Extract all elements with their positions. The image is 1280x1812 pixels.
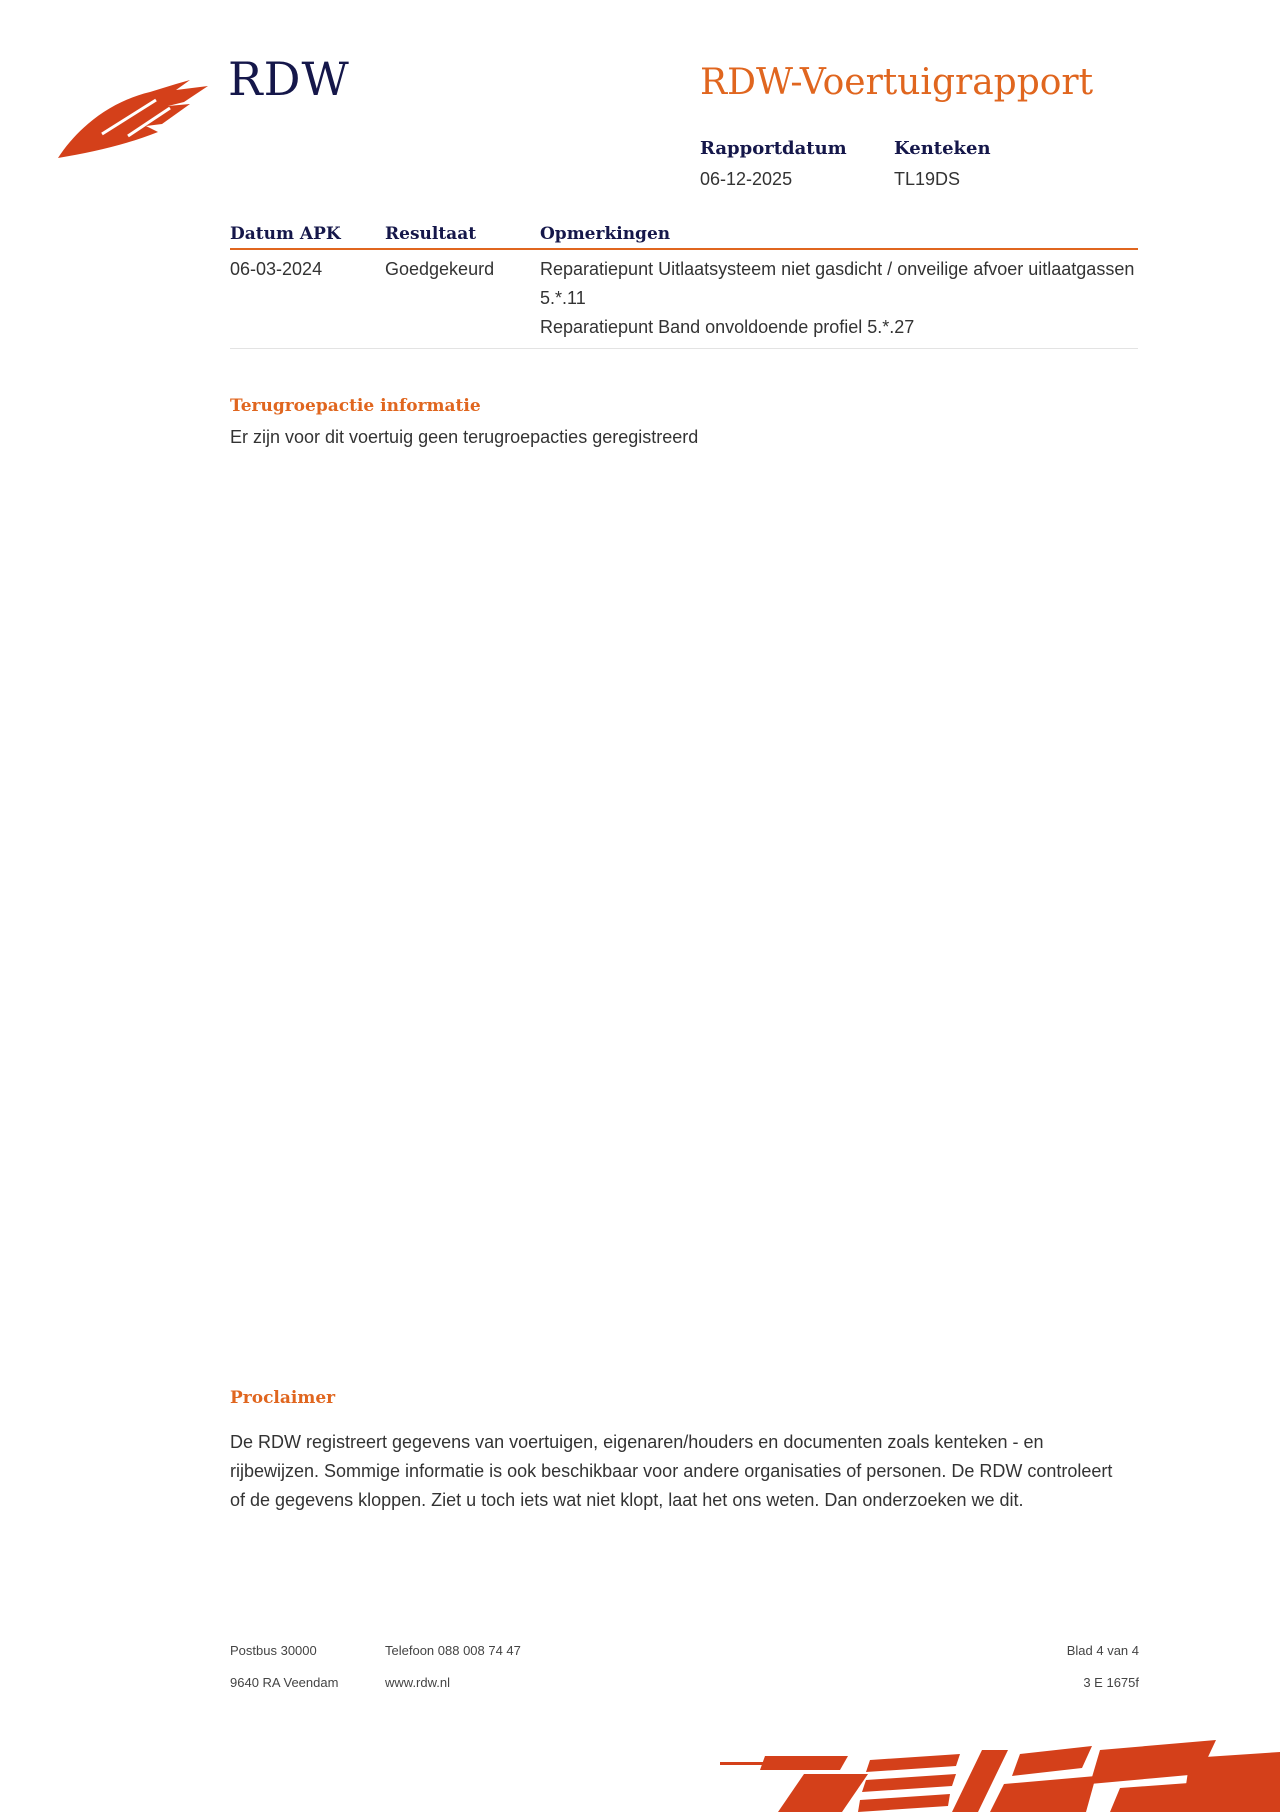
apk-result-cell: Goedgekeurd [385, 249, 540, 349]
recall-text: Er zijn voor dit voertuig geen terugroepacties geregistreerd [230, 427, 699, 447]
apk-remark: Reparatiepunt Uitlaatsysteem niet gasdicht / onveilige afvoer uitlaatgassen 5.*.11 [540, 259, 1135, 308]
apk-date-cell: 06-03-2024 [230, 249, 385, 349]
apk-result-header: Resultaat [385, 224, 540, 249]
license-plate-block [894, 138, 991, 190]
report-date-block [700, 138, 847, 190]
footer-website-link[interactable]: www.rdw.nl [385, 1675, 451, 1690]
proclaimer-heading: Proclaimer [230, 1388, 336, 1408]
license-plate-label: Kenteken [894, 138, 991, 159]
report-date-value: 06-12-2025 [700, 169, 793, 189]
table-row [230, 249, 1138, 349]
rdw-logo-icon [58, 80, 208, 162]
footer-city: 9640 RA Veendam [230, 1675, 339, 1690]
proclaimer-text: De RDW registreert gegevens van voertuigen, eigenaren/houders en documenten zoals kenteken - en rijbewijzen. Sommige informatie is ook beschikbaar voor andere organisaties of personen. De RDW controleert of de gegevens kloppen. Ziet u toch iets wat niet klopt, laat het ons weten. Dan onderzoeken we dit. [230, 1432, 1113, 1510]
apk-table-header-row [230, 224, 1138, 249]
apk-remark: Reparatiepunt Band onvoldoende profiel 5.*.27 [540, 317, 915, 337]
recall-heading: Terugroepactie informatie [230, 396, 481, 416]
license-plate-value: TL19DS [894, 169, 961, 189]
report-date-label: Rapportdatum [700, 138, 847, 159]
footer-postbus: Postbus 30000 [230, 1643, 317, 1658]
apk-remarks-header: Opmerkingen [540, 224, 1138, 249]
report-title: RDW-Voertuigrapport [700, 62, 1094, 103]
apk-table [230, 224, 1138, 349]
footer-page-number: Blad 4 van 4 [1066, 1643, 1139, 1658]
logo-text: RDW [228, 52, 350, 106]
footer-stripes-decoration [720, 1740, 1280, 1812]
footer-document-code: 3 E 1675f [1083, 1675, 1139, 1690]
apk-date-header: Datum APK [230, 224, 385, 249]
footer-phone: Telefoon 088 008 74 47 [385, 1643, 521, 1658]
apk-remarks-cell [540, 249, 1138, 349]
